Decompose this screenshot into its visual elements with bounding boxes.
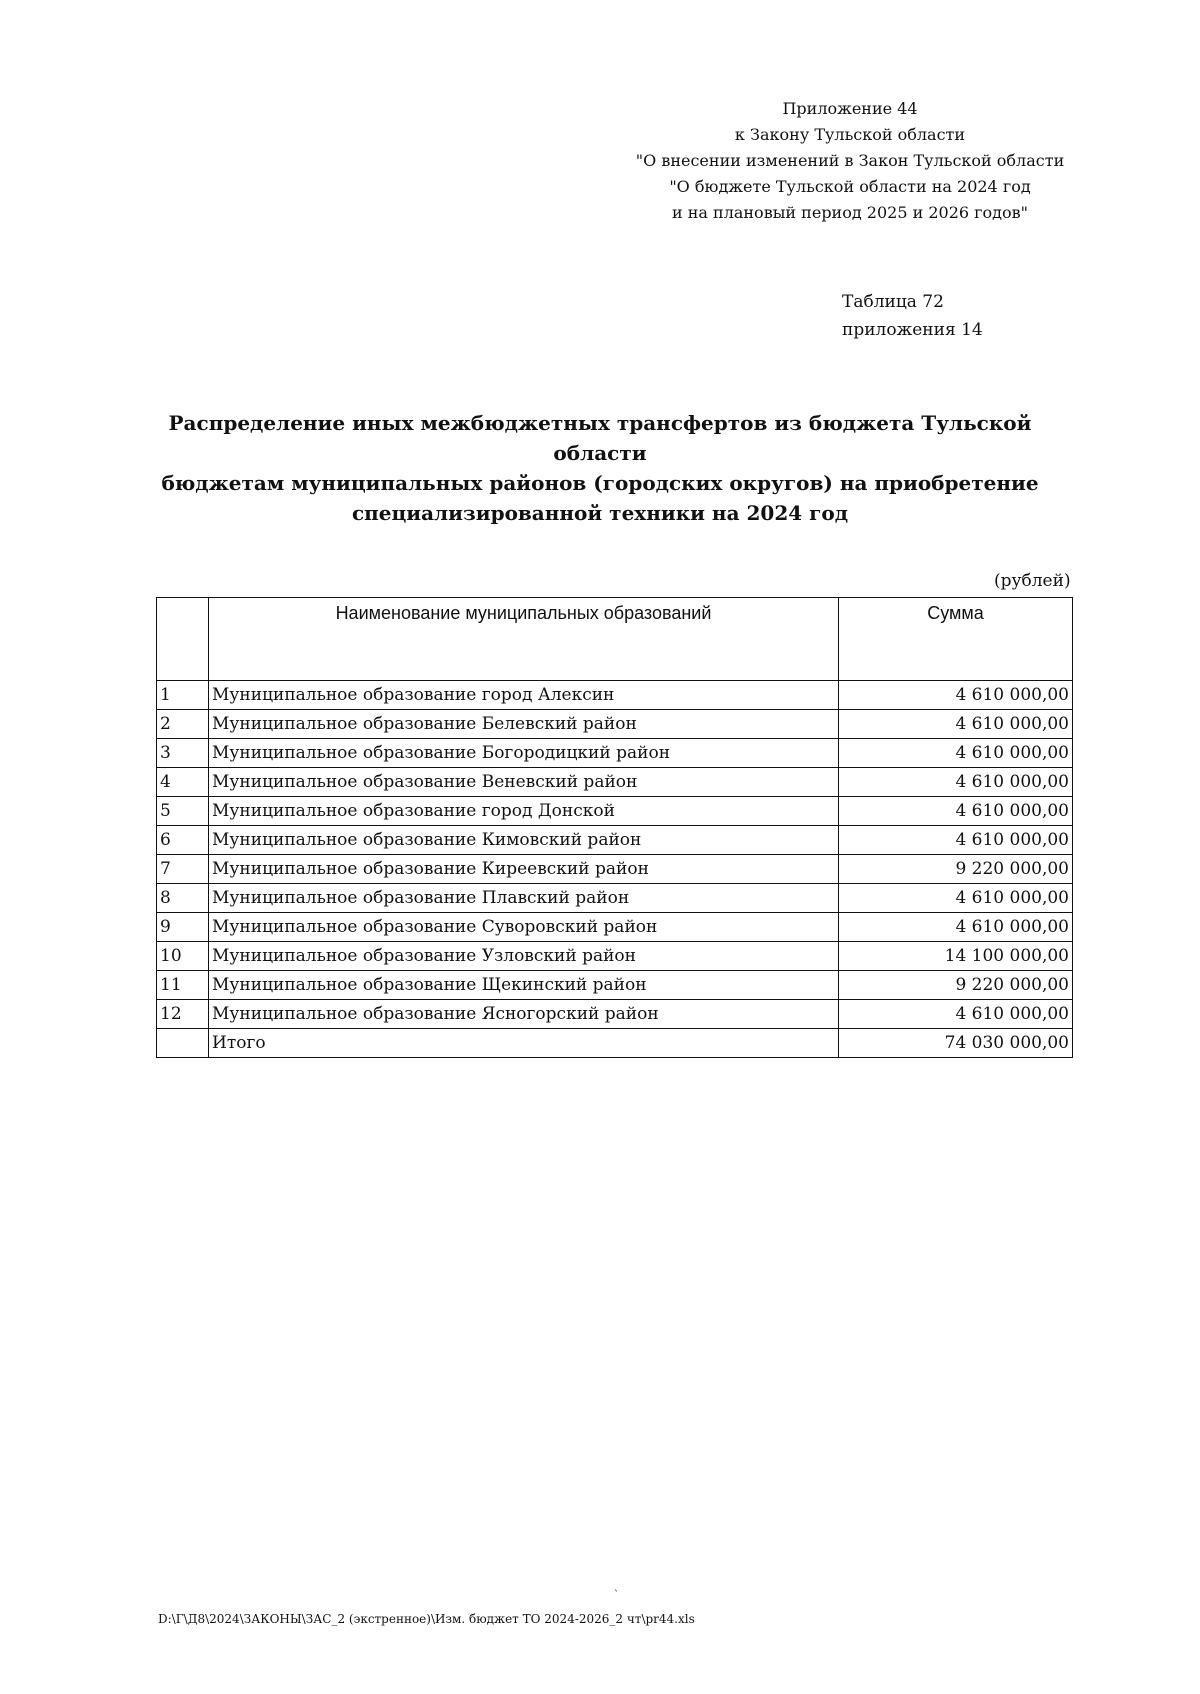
table-row [157, 942, 1073, 971]
row-name: Муниципальное образование Богородицкий район [209, 739, 839, 768]
table-row [157, 739, 1073, 768]
appendix-header-line: "О внесении изменений в Закон Тульской области [635, 151, 1065, 170]
row-sum: 14 100 000,00 [839, 942, 1073, 971]
row-name: Муниципальное образование Кимовский район [209, 826, 839, 855]
row-num: 6 [157, 826, 209, 855]
table-row [157, 797, 1073, 826]
appendix-header [600, 96, 1100, 226]
row-name: Муниципальное образование город Донской [209, 797, 839, 826]
table-reference [842, 288, 983, 344]
total-label: Итого [209, 1029, 839, 1058]
appendix-header-line: к Закону Тульской области [734, 125, 966, 144]
row-sum: 4 610 000,00 [839, 1000, 1073, 1029]
row-sum: 4 610 000,00 [839, 768, 1073, 797]
total-num [157, 1029, 209, 1058]
appendix-header-line: "О бюджете Тульской области на 2024 год [669, 177, 1031, 196]
row-num: 7 [157, 855, 209, 884]
appendix-header-line: Приложение 44 [782, 99, 918, 118]
row-num: 12 [157, 1000, 209, 1029]
header-sum: Сумма [839, 598, 1073, 681]
document-title-line: бюджетам муниципальных районов (городских округов) на приобретение [161, 471, 1039, 495]
row-num: 9 [157, 913, 209, 942]
row-sum: 9 220 000,00 [839, 855, 1073, 884]
table-row [157, 884, 1073, 913]
row-num: 1 [157, 681, 209, 710]
scan-mark: ` [614, 1590, 619, 1601]
transfers-table [156, 597, 1073, 1058]
row-num: 5 [157, 797, 209, 826]
header-name: Наименование муниципальных образований [209, 598, 839, 681]
row-num: 3 [157, 739, 209, 768]
table-row [157, 710, 1073, 739]
table-row [157, 1000, 1073, 1029]
row-num: 2 [157, 710, 209, 739]
appendix-header-line: и на плановый период 2025 и 2026 годов" [671, 203, 1029, 222]
row-name: Муниципальное образование Узловский район [209, 942, 839, 971]
table-row [157, 768, 1073, 797]
total-sum: 74 030 000,00 [839, 1029, 1073, 1058]
row-num: 4 [157, 768, 209, 797]
table-row [157, 826, 1073, 855]
table-row [157, 913, 1073, 942]
table-row [157, 971, 1073, 1000]
row-name: Муниципальное образование город Алексин [209, 681, 839, 710]
row-name: Муниципальное образование Щекинский район [209, 971, 839, 1000]
row-name: Муниципальное образование Киреевский район [209, 855, 839, 884]
document-title-line: специализированной техники на 2024 год [351, 501, 849, 525]
total-row [157, 1029, 1073, 1058]
row-sum: 4 610 000,00 [839, 739, 1073, 768]
file-path-footer: D:\Г\Д8\2024\ЗАКОНЫ\ЗАС_2 (экстренное)\Изм. бюджет ТО 2024-2026_2 чт\pr44.xls [158, 1612, 695, 1626]
row-sum: 4 610 000,00 [839, 681, 1073, 710]
table-row [157, 681, 1073, 710]
document-title-line: Распределение иных межбюджетных трансфертов из бюджета Тульской области [168, 411, 1032, 465]
unit-label: (рублей) [994, 571, 1071, 591]
row-name: Муниципальное образование Белевский район [209, 710, 839, 739]
document-title [130, 408, 1070, 528]
row-num: 10 [157, 942, 209, 971]
appendix-number: приложения 14 [842, 320, 983, 340]
table-header-row [157, 598, 1073, 681]
row-name: Муниципальное образование Ясногорский район [209, 1000, 839, 1029]
row-sum: 9 220 000,00 [839, 971, 1073, 1000]
row-sum: 4 610 000,00 [839, 884, 1073, 913]
table-number: Таблица 72 [842, 292, 944, 312]
row-sum: 4 610 000,00 [839, 797, 1073, 826]
row-name: Муниципальное образование Веневский район [209, 768, 839, 797]
row-num: 11 [157, 971, 209, 1000]
row-name: Муниципальное образование Плавский район [209, 884, 839, 913]
row-sum: 4 610 000,00 [839, 710, 1073, 739]
row-sum: 4 610 000,00 [839, 913, 1073, 942]
row-name: Муниципальное образование Суворовский район [209, 913, 839, 942]
row-num: 8 [157, 884, 209, 913]
table-row [157, 855, 1073, 884]
row-sum: 4 610 000,00 [839, 826, 1073, 855]
header-num [157, 598, 209, 681]
